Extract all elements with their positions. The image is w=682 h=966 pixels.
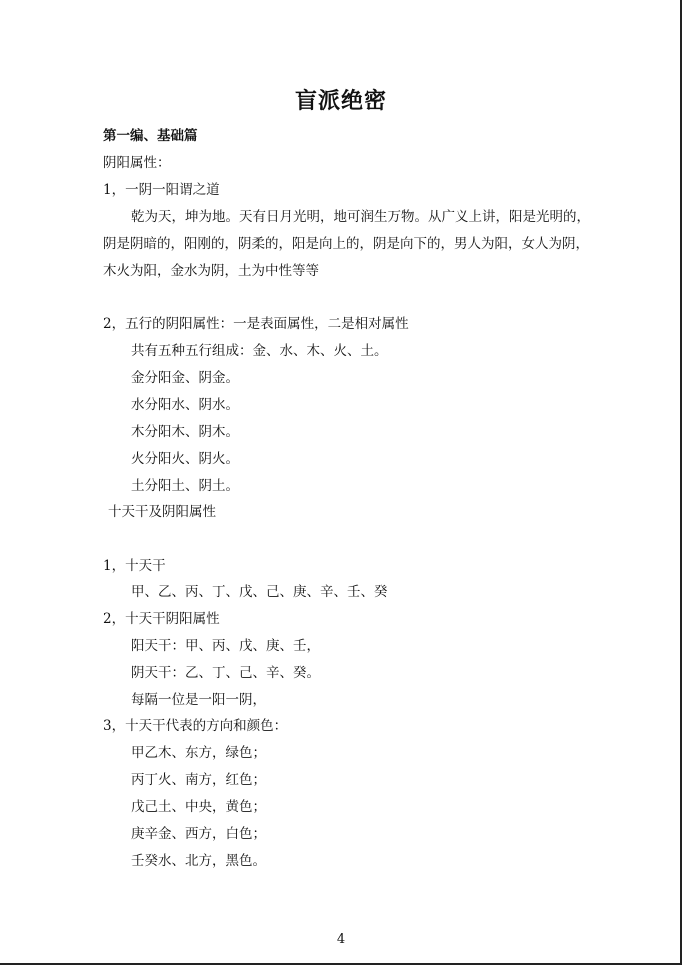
stems-item3-line: 壬癸水、北方，黑色。 [131, 853, 266, 869]
stems-item3-line: 戊己土、中央，黄色； [131, 799, 266, 815]
item1-para-line: 乾为天，坤为地。天有日月光明，地可润生万物。从广义上讲，阳是光明的， [131, 209, 590, 225]
item2-line: 共有五种五行组成：金、水、木、火、土。 [131, 343, 388, 359]
stems-item3-line: 庚辛金、西方，白色； [131, 826, 266, 842]
stems-item3-line: 甲乙木、东方，绿色； [131, 745, 266, 761]
stems-item2-line: 阴天干：乙、丁、己、辛、癸。 [131, 665, 320, 681]
item2-title: 2，五行的阴阳属性：一是表面属性，二是相对属性 [103, 316, 409, 332]
item2-line: 火分阳火、阴火。 [131, 451, 239, 467]
item2-line: 木分阳木、阴木。 [131, 424, 239, 440]
item1-para-line: 木火为阳，金水为阴，土为中性等等 [103, 263, 319, 279]
stems-item2-title: 2，十天干阴阳属性 [103, 611, 220, 627]
chapter-heading: 第一编、基础篇 [103, 128, 198, 144]
stems-item1-line: 甲、乙、丙、丁、戊、己、庚、辛、壬、癸 [131, 584, 388, 600]
stems-item1-title: 1，十天干 [103, 558, 166, 574]
item2-line: 金分阳金、阴金。 [131, 370, 239, 386]
stems-item3-line: 丙丁火、南方，红色； [131, 772, 266, 788]
document-title: 盲派绝密 [294, 89, 387, 114]
item1-title: 1，一阴一阳谓之道 [103, 182, 220, 198]
section-label: 阴阳属性： [103, 155, 171, 171]
stems-item3-title: 3，十天干代表的方向和颜色： [103, 718, 288, 734]
item2-line: 土分阳土、阴土。 [131, 478, 239, 494]
stems-item2-line: 每隔一位是一阳一阴， [131, 692, 266, 708]
item1-para-line: 阴是阴暗的，阳刚的，阴柔的，阳是向上的，阴是向下的，男人为阳，女人为阴， [103, 236, 589, 252]
stems-heading: 十天干及阴阳属性 [108, 504, 216, 520]
page-number: 4 [336, 932, 346, 947]
stems-item2-line: 阳天干：甲、丙、戊、庚、壬， [131, 638, 320, 654]
item2-line: 水分阳水、阴水。 [131, 397, 239, 413]
